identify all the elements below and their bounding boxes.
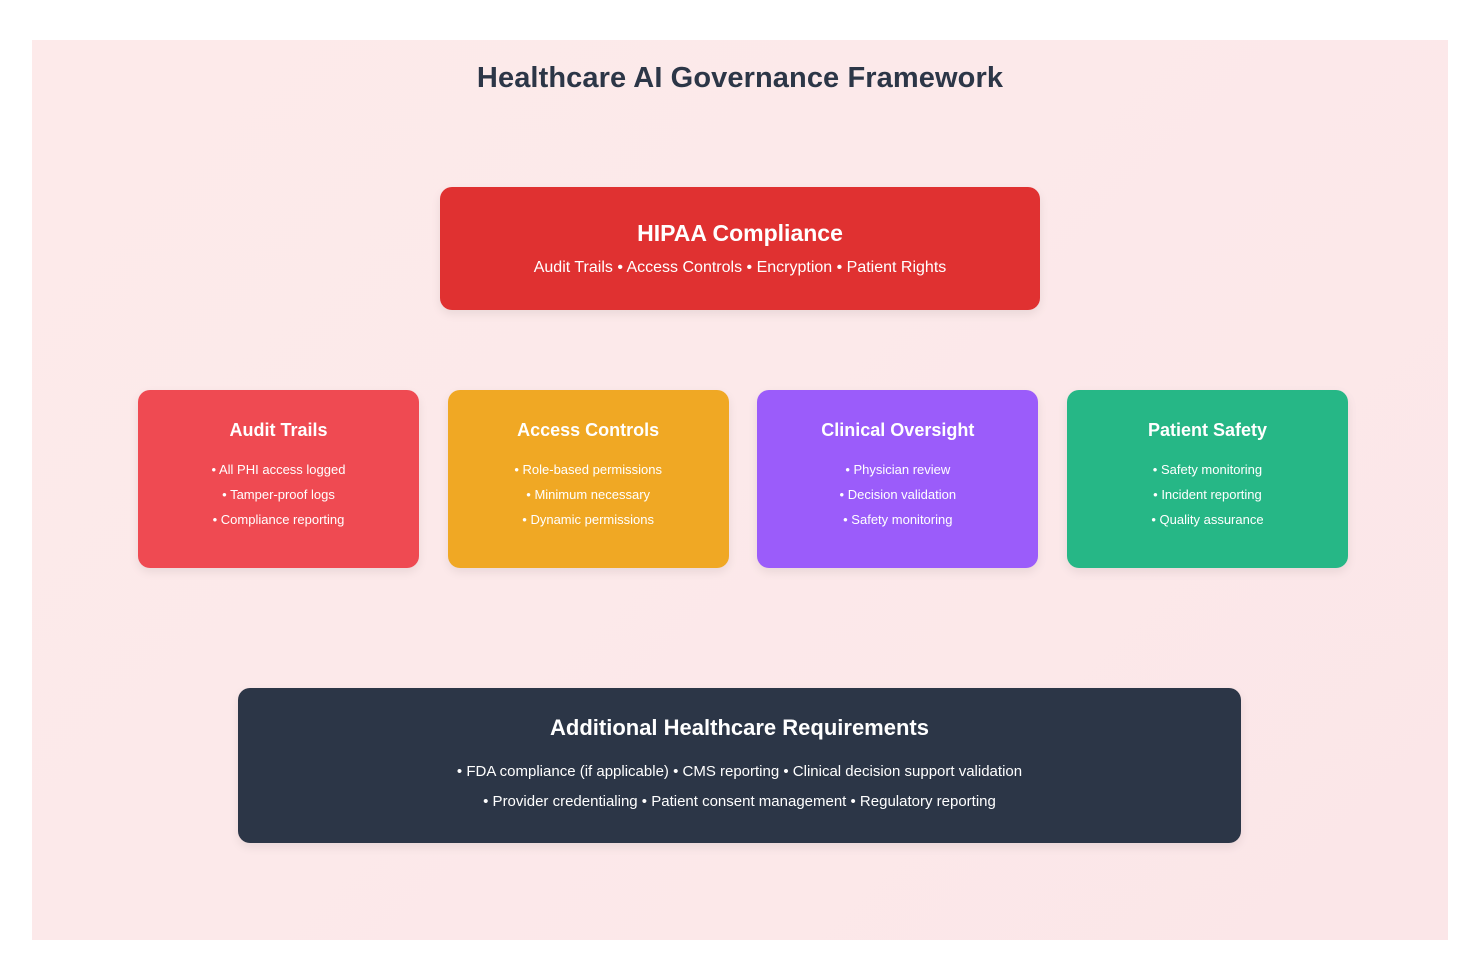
pillar-title: Patient Safety [1147,420,1267,440]
additional-requirements-line-1: • FDA compliance (if applicable) • CMS reporting • Clinical decision support validation [456,762,1023,780]
pillar-item: • Role-based permissions [514,462,662,477]
pillar-audit-trails [138,390,419,568]
pillar-item: • Safety monitoring [843,512,953,527]
additional-requirements-box [238,688,1241,843]
pillar-title: Access Controls [517,420,660,440]
pillar-patient-safety [1067,390,1348,568]
hipaa-compliance-box [440,187,1040,310]
pillar-item: • All PHI access logged [211,462,346,477]
pillar-title: Clinical Oversight [821,420,975,440]
pillar-item: • Physician review [845,462,951,477]
pillar-row [138,390,1348,568]
page-title: Healthcare AI Governance Framework [476,62,1004,94]
pillar-clinical-oversight [757,390,1038,568]
pillar-item: • Decision validation [839,487,957,502]
diagram-canvas [32,40,1448,940]
pillar-item: • Safety monitoring [1152,462,1263,477]
pillar-item: • Quality assurance [1151,512,1264,527]
pillar-item: • Dynamic permissions [522,512,654,527]
additional-requirements-title: Additional Healthcare Requirements [550,714,929,740]
pillar-item: • Compliance reporting [212,512,345,527]
pillar-item: • Minimum necessary [526,487,651,502]
pillar-title: Audit Trails [229,420,328,440]
pillar-item: • Tamper-proof logs [222,487,335,502]
pillar-item: • Incident reporting [1153,487,1262,502]
pillar-access-controls [448,390,729,568]
hipaa-compliance-title: HIPAA Compliance [637,220,843,246]
additional-requirements-line-2: • Provider credentialing • Patient consent management • Regulatory reporting [483,792,996,810]
hipaa-compliance-subtitle: Audit Trails • Access Controls • Encryption • Patient Rights [533,259,947,276]
